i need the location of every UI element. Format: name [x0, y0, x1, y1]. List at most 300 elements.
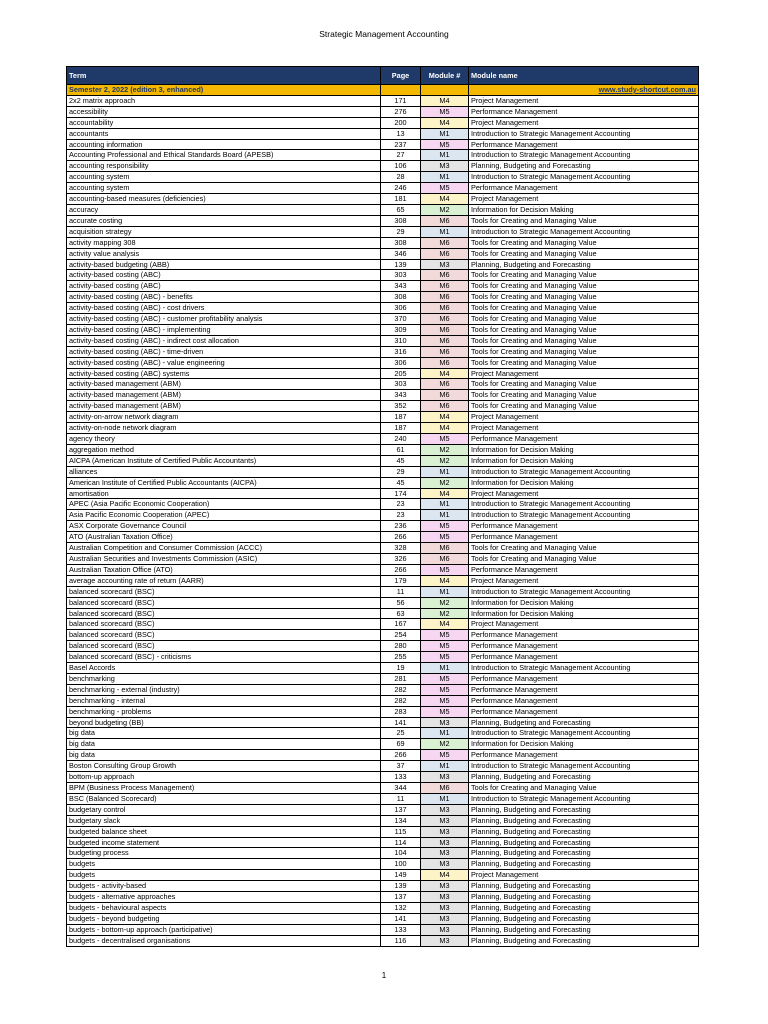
term-cell: average accounting rate of return (AARR) [67, 575, 381, 586]
page-cell: 137 [381, 892, 421, 903]
module-number-cell: M1 [421, 499, 469, 510]
module-number-cell: M4 [421, 619, 469, 630]
table-row [67, 826, 699, 837]
table-row [67, 314, 699, 325]
term-cell: beyond budgeting (BB) [67, 717, 381, 728]
page-cell: 328 [381, 543, 421, 554]
page-cell: 132 [381, 902, 421, 913]
page-cell: 11 [381, 793, 421, 804]
module-number-cell: M6 [421, 248, 469, 259]
page-cell: 266 [381, 750, 421, 761]
table-row [67, 717, 699, 728]
term-cell: activity-on-node network diagram [67, 423, 381, 434]
term-cell: balanced scorecard (BSC) - criticisms [67, 652, 381, 663]
module-number-cell: M2 [421, 204, 469, 215]
page-cell: 69 [381, 739, 421, 750]
term-cell: Boston Consulting Group Growth [67, 761, 381, 772]
module-number-cell: M5 [421, 139, 469, 150]
module-number-cell: M4 [421, 117, 469, 128]
module-name-cell: Information for Decision Making [469, 477, 699, 488]
page-cell: 19 [381, 663, 421, 674]
semester-label: Semester 2, 2022 (edition 3, enhanced) [67, 85, 381, 96]
page-cell: 141 [381, 913, 421, 924]
module-number-cell: M6 [421, 401, 469, 412]
term-cell: Australian Competition and Consumer Commission (ACCC) [67, 543, 381, 554]
term-cell: budgets [67, 859, 381, 870]
page-cell: 266 [381, 532, 421, 543]
module-name-cell: Planning, Budgeting and Forecasting [469, 826, 699, 837]
page-cell: 174 [381, 488, 421, 499]
module-number-cell: M4 [421, 575, 469, 586]
module-number-cell: M6 [421, 346, 469, 357]
table-row [67, 608, 699, 619]
term-cell: activity-based costing (ABC) - benefits [67, 292, 381, 303]
module-number-cell: M6 [421, 379, 469, 390]
page-cell: 149 [381, 870, 421, 881]
module-name-cell: Information for Decision Making [469, 608, 699, 619]
table-row [67, 281, 699, 292]
page-cell: 283 [381, 706, 421, 717]
module-number-cell: M3 [421, 826, 469, 837]
term-cell: activity-based budgeting (ABB) [67, 259, 381, 270]
semester-blank [421, 85, 469, 96]
table-row [67, 783, 699, 794]
module-name-cell: Performance Management [469, 641, 699, 652]
term-cell: balanced scorecard (BSC) [67, 630, 381, 641]
table-row [67, 150, 699, 161]
term-cell: accurate costing [67, 215, 381, 226]
module-name-cell: Planning, Budgeting and Forecasting [469, 848, 699, 859]
module-name-cell: Tools for Creating and Managing Value [469, 281, 699, 292]
term-cell: budgeted balance sheet [67, 826, 381, 837]
website-link[interactable]: www.study-shortcut.com.au [469, 85, 699, 96]
table-row [67, 139, 699, 150]
page-cell: 316 [381, 346, 421, 357]
module-number-cell: M6 [421, 314, 469, 325]
module-name-cell: Project Management [469, 95, 699, 106]
table-row [67, 303, 699, 314]
module-number-cell: M6 [421, 281, 469, 292]
module-name-cell: Introduction to Strategic Management Accounting [469, 150, 699, 161]
term-cell: accounting system [67, 172, 381, 183]
term-cell: Asia Pacific Economic Cooperation (APEC) [67, 510, 381, 521]
module-name-cell: Tools for Creating and Managing Value [469, 357, 699, 368]
module-number-cell: M3 [421, 259, 469, 270]
module-name-cell: Planning, Budgeting and Forecasting [469, 161, 699, 172]
page-cell: 115 [381, 826, 421, 837]
module-name-cell: Planning, Budgeting and Forecasting [469, 913, 699, 924]
module-number-cell: M6 [421, 357, 469, 368]
module-name-cell: Project Management [469, 194, 699, 205]
term-cell: APEC (Asia Pacific Economic Cooperation) [67, 499, 381, 510]
table-row [67, 292, 699, 303]
term-cell: budgets - beyond budgeting [67, 913, 381, 924]
page-cell: 139 [381, 881, 421, 892]
term-cell: activity value analysis [67, 248, 381, 259]
page-cell: 246 [381, 183, 421, 194]
table-row [67, 684, 699, 695]
page-cell: 29 [381, 226, 421, 237]
term-cell: BSC (Balanced Scorecard) [67, 793, 381, 804]
table-row [67, 128, 699, 139]
module-number-cell: M5 [421, 673, 469, 684]
module-name-cell: Information for Decision Making [469, 455, 699, 466]
term-cell: budgets - decentralised organisations [67, 935, 381, 946]
page-cell: 280 [381, 641, 421, 652]
table-row [67, 619, 699, 630]
term-cell: benchmarking - internal [67, 695, 381, 706]
module-name-cell: Project Management [469, 488, 699, 499]
module-name-cell: Information for Decision Making [469, 204, 699, 215]
page-cell: 346 [381, 248, 421, 259]
page-cell: 187 [381, 412, 421, 423]
page-cell: 282 [381, 684, 421, 695]
term-cell: ASX Corporate Governance Council [67, 521, 381, 532]
table-row [67, 761, 699, 772]
module-name-cell: Performance Management [469, 521, 699, 532]
module-number-cell: M3 [421, 902, 469, 913]
table-row [67, 815, 699, 826]
page-cell: 187 [381, 423, 421, 434]
term-cell: balanced scorecard (BSC) [67, 597, 381, 608]
module-name-cell: Planning, Budgeting and Forecasting [469, 717, 699, 728]
module-name-cell: Tools for Creating and Managing Value [469, 324, 699, 335]
term-cell: American Institute of Certified Public Accountants (AICPA) [67, 477, 381, 488]
module-number-cell: M3 [421, 892, 469, 903]
table-row [67, 368, 699, 379]
term-cell: accounting system [67, 183, 381, 194]
module-name-cell: Planning, Budgeting and Forecasting [469, 881, 699, 892]
table-row [67, 204, 699, 215]
module-name-cell: Introduction to Strategic Management Accounting [469, 793, 699, 804]
page-number: 1 [381, 971, 387, 980]
page-cell: 308 [381, 215, 421, 226]
table-row [67, 652, 699, 663]
term-cell: Accounting Professional and Ethical Standards Board (APESB) [67, 150, 381, 161]
term-cell: accounting-based measures (deficiencies) [67, 194, 381, 205]
module-name-cell: Planning, Budgeting and Forecasting [469, 804, 699, 815]
module-number-cell: M1 [421, 761, 469, 772]
table-row [67, 434, 699, 445]
module-name-cell: Project Management [469, 619, 699, 630]
page-cell: 255 [381, 652, 421, 663]
module-number-cell: M2 [421, 608, 469, 619]
module-number-cell: M3 [421, 924, 469, 935]
module-name-cell: Performance Management [469, 564, 699, 575]
term-cell: budgets - activity-based [67, 881, 381, 892]
module-number-cell: M5 [421, 750, 469, 761]
table-row [67, 510, 699, 521]
page-cell: 276 [381, 106, 421, 117]
module-name-cell: Tools for Creating and Managing Value [469, 248, 699, 259]
page-cell: 27 [381, 150, 421, 161]
module-number-cell: M6 [421, 270, 469, 281]
page-cell: 309 [381, 324, 421, 335]
term-cell: alliances [67, 466, 381, 477]
page-cell: 171 [381, 95, 421, 106]
module-number-cell: M2 [421, 739, 469, 750]
module-number-cell: M1 [421, 728, 469, 739]
page-cell: 303 [381, 270, 421, 281]
module-number-cell: M4 [421, 368, 469, 379]
module-name-cell: Tools for Creating and Managing Value [469, 390, 699, 401]
module-number-cell: M6 [421, 553, 469, 564]
table-row [67, 892, 699, 903]
page-cell: 240 [381, 434, 421, 445]
page-cell: 343 [381, 281, 421, 292]
term-cell: activity-based management (ABM) [67, 401, 381, 412]
module-number-cell: M5 [421, 183, 469, 194]
page-cell: 310 [381, 335, 421, 346]
module-number-cell: M4 [421, 95, 469, 106]
term-cell: budgetary slack [67, 815, 381, 826]
table-row [67, 270, 699, 281]
table-row [67, 924, 699, 935]
page-cell: 237 [381, 139, 421, 150]
term-cell: budgets - behavioural aspects [67, 902, 381, 913]
module-number-cell: M6 [421, 303, 469, 314]
table-row [67, 444, 699, 455]
module-number-cell: M5 [421, 684, 469, 695]
table-row [67, 412, 699, 423]
module-number-cell: M5 [421, 434, 469, 445]
page-cell: 303 [381, 379, 421, 390]
term-cell: budgeted income statement [67, 837, 381, 848]
term-cell: accuracy [67, 204, 381, 215]
table-row [67, 390, 699, 401]
table-row [67, 259, 699, 270]
term-cell: activity mapping 308 [67, 237, 381, 248]
module-name-cell: Tools for Creating and Managing Value [469, 543, 699, 554]
page-cell: 100 [381, 859, 421, 870]
term-cell: 2x2 matrix approach [67, 95, 381, 106]
term-cell: balanced scorecard (BSC) [67, 641, 381, 652]
module-number-cell: M4 [421, 412, 469, 423]
module-number-cell: M1 [421, 663, 469, 674]
term-cell: agency theory [67, 434, 381, 445]
module-name-cell: Tools for Creating and Managing Value [469, 335, 699, 346]
module-name-cell: Planning, Budgeting and Forecasting [469, 892, 699, 903]
table-row [67, 870, 699, 881]
module-name-cell: Tools for Creating and Managing Value [469, 379, 699, 390]
page-cell: 65 [381, 204, 421, 215]
table-row [67, 695, 699, 706]
module-name-cell: Performance Management [469, 673, 699, 684]
term-cell: accountants [67, 128, 381, 139]
semester-blank [381, 85, 421, 96]
page-cell: 106 [381, 161, 421, 172]
page-cell: 61 [381, 444, 421, 455]
table-row [67, 172, 699, 183]
term-cell: AICPA (American Institute of Certified Public Accountants) [67, 455, 381, 466]
page-cell: 281 [381, 673, 421, 684]
module-name-cell: Performance Management [469, 706, 699, 717]
module-name-cell: Project Management [469, 412, 699, 423]
module-number-cell: M3 [421, 881, 469, 892]
term-cell: acquisition strategy [67, 226, 381, 237]
term-cell: benchmarking - problems [67, 706, 381, 717]
page-cell: 266 [381, 564, 421, 575]
glossary-index-table [66, 66, 699, 947]
module-number-cell: M1 [421, 510, 469, 521]
module-name-cell: Project Management [469, 575, 699, 586]
module-name-cell: Planning, Budgeting and Forecasting [469, 772, 699, 783]
module-number-cell: M5 [421, 564, 469, 575]
module-name-cell: Tools for Creating and Managing Value [469, 270, 699, 281]
page-cell: 200 [381, 117, 421, 128]
page-cell: 308 [381, 292, 421, 303]
table-row [67, 161, 699, 172]
term-cell: balanced scorecard (BSC) [67, 608, 381, 619]
module-number-cell: M6 [421, 390, 469, 401]
term-cell: balanced scorecard (BSC) [67, 586, 381, 597]
page-cell: 370 [381, 314, 421, 325]
term-cell: benchmarking - external (industry) [67, 684, 381, 695]
module-name-cell: Information for Decision Making [469, 739, 699, 750]
table-row [67, 194, 699, 205]
module-name-cell: Performance Management [469, 139, 699, 150]
table-row [67, 553, 699, 564]
header-term: Term [67, 67, 381, 85]
term-cell: big data [67, 739, 381, 750]
table-row [67, 859, 699, 870]
module-name-cell: Introduction to Strategic Management Accounting [469, 499, 699, 510]
module-number-cell: M5 [421, 106, 469, 117]
table-row [67, 848, 699, 859]
table-row [67, 673, 699, 684]
page-cell: 139 [381, 259, 421, 270]
page-cell: 306 [381, 357, 421, 368]
page-cell: 11 [381, 586, 421, 597]
module-name-cell: Planning, Budgeting and Forecasting [469, 259, 699, 270]
term-cell: budgetary control [67, 804, 381, 815]
module-number-cell: M3 [421, 815, 469, 826]
page-cell: 344 [381, 783, 421, 794]
term-cell: amortisation [67, 488, 381, 499]
module-name-cell: Planning, Budgeting and Forecasting [469, 837, 699, 848]
term-cell: activity-based management (ABM) [67, 379, 381, 390]
module-name-cell: Tools for Creating and Managing Value [469, 401, 699, 412]
header-module-number: Module # [421, 67, 469, 85]
table-row [67, 455, 699, 466]
module-name-cell: Introduction to Strategic Management Accounting [469, 728, 699, 739]
module-name-cell: Performance Management [469, 183, 699, 194]
table-row [67, 641, 699, 652]
term-cell: bottom-up approach [67, 772, 381, 783]
page-cell: 25 [381, 728, 421, 739]
module-number-cell: M5 [421, 630, 469, 641]
module-number-cell: M3 [421, 772, 469, 783]
module-number-cell: M5 [421, 652, 469, 663]
term-cell: activity-based costing (ABC) - cost drivers [67, 303, 381, 314]
table-row [67, 935, 699, 946]
module-name-cell: Planning, Budgeting and Forecasting [469, 924, 699, 935]
module-number-cell: M3 [421, 935, 469, 946]
page-cell: 104 [381, 848, 421, 859]
table-row [67, 902, 699, 913]
module-number-cell: M2 [421, 444, 469, 455]
page-cell: 236 [381, 521, 421, 532]
module-name-cell: Planning, Budgeting and Forecasting [469, 859, 699, 870]
table-row [67, 95, 699, 106]
module-number-cell: M1 [421, 128, 469, 139]
module-name-cell: Performance Management [469, 434, 699, 445]
page-cell: 114 [381, 837, 421, 848]
term-cell: Australian Taxation Office (ATO) [67, 564, 381, 575]
page-cell: 63 [381, 608, 421, 619]
page-cell: 133 [381, 924, 421, 935]
table-row [67, 521, 699, 532]
page-cell: 326 [381, 553, 421, 564]
module-name-cell: Introduction to Strategic Management Accounting [469, 586, 699, 597]
module-number-cell: M1 [421, 226, 469, 237]
table-row [67, 423, 699, 434]
module-name-cell: Project Management [469, 117, 699, 128]
table-row [67, 183, 699, 194]
document-title: Strategic Management Accounting [319, 29, 449, 39]
page-cell: 308 [381, 237, 421, 248]
module-number-cell: M5 [421, 641, 469, 652]
module-number-cell: M4 [421, 870, 469, 881]
module-name-cell: Tools for Creating and Managing Value [469, 303, 699, 314]
module-name-cell: Performance Management [469, 750, 699, 761]
page-cell: 352 [381, 401, 421, 412]
term-cell: budgets [67, 870, 381, 881]
table-row [67, 401, 699, 412]
module-name-cell: Introduction to Strategic Management Accounting [469, 128, 699, 139]
header-module-name: Module name [469, 67, 699, 85]
module-number-cell: M5 [421, 521, 469, 532]
page-cell: 45 [381, 455, 421, 466]
term-cell: activity-based costing (ABC) - value engineering [67, 357, 381, 368]
term-cell: ATO (Australian Taxation Office) [67, 532, 381, 543]
module-number-cell: M1 [421, 793, 469, 804]
module-number-cell: M6 [421, 292, 469, 303]
term-cell: balanced scorecard (BSC) [67, 619, 381, 630]
module-number-cell: M5 [421, 695, 469, 706]
module-name-cell: Introduction to Strategic Management Accounting [469, 172, 699, 183]
module-name-cell: Tools for Creating and Managing Value [469, 553, 699, 564]
table-row [67, 248, 699, 259]
module-name-cell: Tools for Creating and Managing Value [469, 783, 699, 794]
term-cell: activity-based costing (ABC) - indirect cost allocation [67, 335, 381, 346]
term-cell: activity-based costing (ABC) [67, 281, 381, 292]
table-row [67, 564, 699, 575]
page-cell: 29 [381, 466, 421, 477]
table-row [67, 750, 699, 761]
table-row [67, 466, 699, 477]
table-row [67, 575, 699, 586]
module-name-cell: Introduction to Strategic Management Accounting [469, 663, 699, 674]
module-number-cell: M3 [421, 848, 469, 859]
module-number-cell: M1 [421, 466, 469, 477]
module-number-cell: M2 [421, 597, 469, 608]
module-number-cell: M3 [421, 859, 469, 870]
table-row [67, 357, 699, 368]
module-name-cell: Tools for Creating and Managing Value [469, 292, 699, 303]
term-cell: budgets - alternative approaches [67, 892, 381, 903]
page-cell: 28 [381, 172, 421, 183]
term-cell: accounting responsibility [67, 161, 381, 172]
term-cell: activity-based costing (ABC) - implementing [67, 324, 381, 335]
module-name-cell: Introduction to Strategic Management Accounting [469, 510, 699, 521]
page-cell: 179 [381, 575, 421, 586]
module-number-cell: M5 [421, 706, 469, 717]
term-cell: activity-on-arrow network diagram [67, 412, 381, 423]
table-row [67, 706, 699, 717]
module-number-cell: M3 [421, 913, 469, 924]
page-cell: 134 [381, 815, 421, 826]
